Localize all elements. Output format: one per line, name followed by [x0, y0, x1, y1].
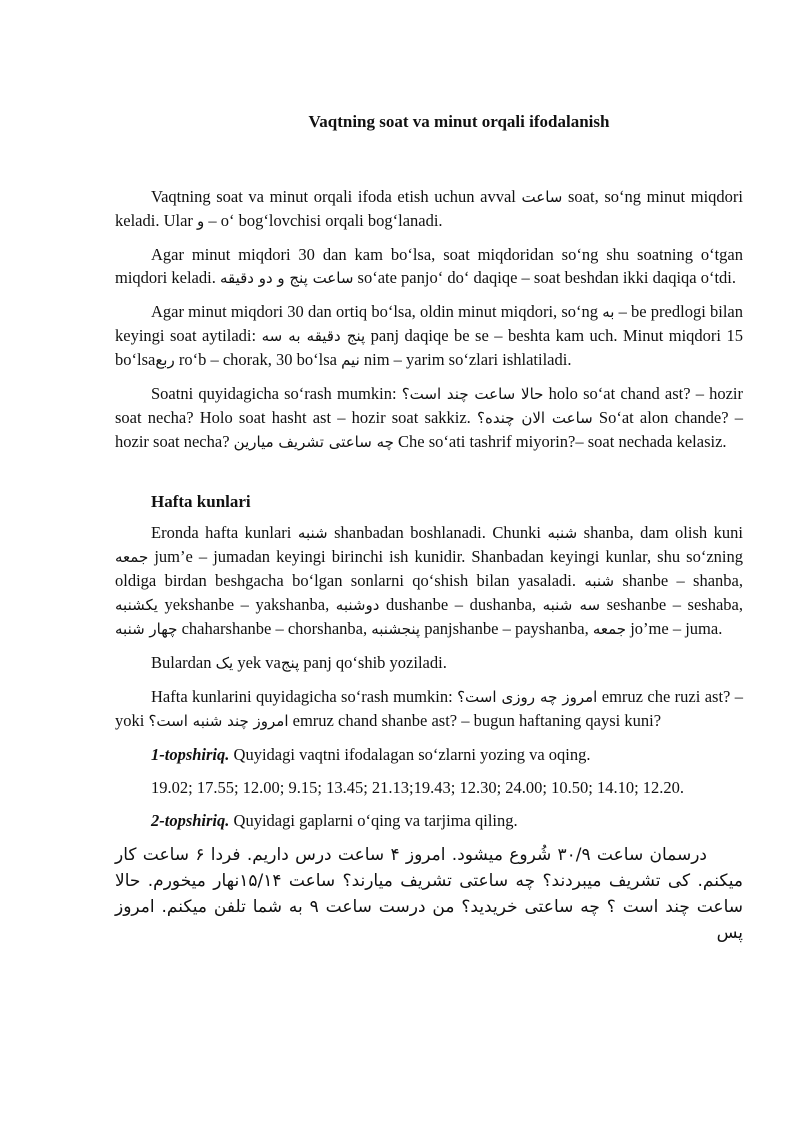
paragraph-text: dushanbe – dushanba, [379, 595, 543, 614]
paragraph-text: shanbe – shanba, [614, 571, 743, 590]
paragraph-text: panj qo‘shib yoziladi. [299, 653, 447, 672]
persian-word: چهار شنبه [115, 620, 178, 638]
paragraph-text: panj daqiqe be se – beshta kam uch. Minut miqdori 15 bo‘lsa [115, 326, 743, 369]
persian-word: یکشنبه [115, 596, 158, 614]
persian-phrase: امروز چه روزی است؟ [457, 688, 598, 706]
paragraph-text: emruz che ruzi ast? – yoki [115, 687, 744, 730]
task-label: 2-topshiriq. [151, 811, 230, 830]
paragraph-text: Soatni quyidagicha so‘rash mumkin: [151, 384, 402, 403]
paragraph-5 [115, 521, 743, 641]
paragraph-text: shanbadan boshlanadi. Chunki [327, 523, 548, 542]
persian-phrase: پنج دقیقه به سه [261, 327, 366, 345]
paragraph-text: nim – yarim so‘zlari ishlatiladi. [359, 350, 572, 369]
paragraph-text: yekshanbe – yakshanba, [157, 595, 336, 614]
paragraph-1 [115, 185, 743, 233]
paragraph-text: yek va [233, 653, 281, 672]
paragraph-text: jum’e – jumadan keyingi birinchi ish kunidir. Shanbadan keyingi kunlar, shu so‘zning oldiga birdan beshgacha bo‘lgan sonlarni qo‘shish bilan yasaladi. [115, 547, 743, 590]
persian-word: و [197, 212, 205, 230]
task-1 [115, 743, 743, 766]
persian-word: ربع [155, 351, 175, 369]
persian-word: دوشنبه [335, 596, 380, 614]
persian-phrase: ساعت پنج و دو دقیقه [219, 269, 354, 287]
persian-exercise-text: درسمان ساعت ۳۰/۹ شُروع میشود. امروز ۴ ساعت درس داریم. فردا ۶ ساعت کار میکنم. کی تشریف میبردند؟ چه ساعتی تشریف میارند؟ ساعت ۱۵/۱۴نهار میخورم. حالا ساعت چند است ؟ چه ساعتی خریدید؟ من درست ساعت ۹ به شما تلفن میکنم. امروز پس [115, 845, 743, 943]
section-heading: Hafta kunlari [151, 492, 251, 511]
persian-phrase: چه ساعتی تشریف میارین [233, 433, 394, 451]
paragraph-text: seshanbe – seshaba, [600, 595, 743, 614]
persian-word: پنج [280, 654, 300, 672]
persian-word: شنبه [547, 524, 578, 542]
task-label: 1-topshiriq. [151, 745, 230, 764]
persian-phrase: امروز چند شنبه است؟ [148, 712, 289, 730]
paragraph-text: – o‘ bog‘lovchisi orqali bog‘lanadi. [204, 211, 443, 230]
persian-word: سه شنبه [542, 596, 601, 614]
paragraph-text: Bulardan [151, 653, 216, 672]
paragraph-text: holo so‘at chand ast? – hozir soat necha? Holo soat hasht ast – hozir soat sakkiz. [115, 384, 744, 427]
persian-word: جمعه [592, 620, 627, 638]
paragraph-3 [115, 300, 743, 372]
paragraph-text: emruz chand shanbe ast? – bugun haftaning qaysi kuni? [288, 711, 662, 730]
task-text: Quyidagi gaplarni o‘qing va tarjima qiling. [229, 811, 518, 830]
paragraph-2 [115, 243, 743, 290]
paragraph-text: shanba, dam olish kuni [577, 523, 743, 542]
persian-word: به [602, 303, 615, 321]
paragraph-text: Agar minut miqdori 30 dan ortiq bo‘lsa, oldin minut miqdori, so‘ng [151, 302, 603, 321]
page-title: Vaqtning soat va minut orqali ifodalanish [308, 112, 610, 131]
paragraph-7 [115, 685, 743, 733]
persian-word: جمعه [115, 548, 149, 566]
paragraph-text: ro‘b – chorak, 30 bo‘lsa [174, 350, 342, 369]
persian-phrase: حالا ساعت چند است؟ [401, 385, 544, 403]
persian-word: شنبه [297, 524, 328, 542]
paragraph-4 [115, 382, 743, 454]
paragraph-text: soat, so‘ng minut miqdori keladi. Ular [115, 187, 744, 230]
persian-phrase: ساعت الان چنده؟ [477, 409, 593, 427]
paragraph-text: So‘at alon chande? – hozir soat necha? [115, 408, 743, 451]
paragraph-text: panjshanbe – payshanba, [420, 619, 593, 638]
persian-word: نیم [341, 351, 360, 369]
paragraph-text: Agar minut miqdori 30 dan kam bo‘lsa, soat miqdoridan so‘ng shu soatning o‘tgan miqdori keladi. [115, 245, 743, 287]
paragraph-text: – be predlogi bilan keyingi soat aytiladi: [115, 302, 743, 345]
paragraph-text: Che so‘ati tashrif miyorin?– soat nechada kelasiz. [393, 432, 727, 451]
paragraph-text: Eronda hafta kunlari [151, 523, 298, 542]
paragraph-text: jo’me – juma. [626, 619, 723, 638]
task-1-times: 19.02; 17.55; 12.00; 9.15; 13.45; 21.13;19.43; 12.30; 24.00; 10.50; 14.10; 12.20. [151, 778, 685, 797]
paragraph-text: chaharshanbe – chorshanba, [177, 619, 372, 638]
persian-word: پنجشنبه [371, 620, 421, 638]
task-2 [115, 809, 743, 832]
paragraph-text: so‘ate panjo‘ do‘ daqiqe – soat beshdan ikki daqiqa o‘tdi. [353, 268, 737, 287]
paragraph-6 [115, 651, 743, 675]
paragraph-text: Hafta kunlarini quyidagicha so‘rash mumkin: [151, 687, 458, 706]
persian-word: ساعت [521, 188, 563, 206]
persian-word: شنبه [584, 572, 615, 590]
persian-word: یک [215, 654, 234, 672]
paragraph-text: Vaqtning soat va minut orqali ifoda etish uchun avval [151, 187, 522, 206]
task-text: Quyidagi vaqtni ifodalagan so‘zlarni yozing va oqing. [229, 745, 591, 764]
